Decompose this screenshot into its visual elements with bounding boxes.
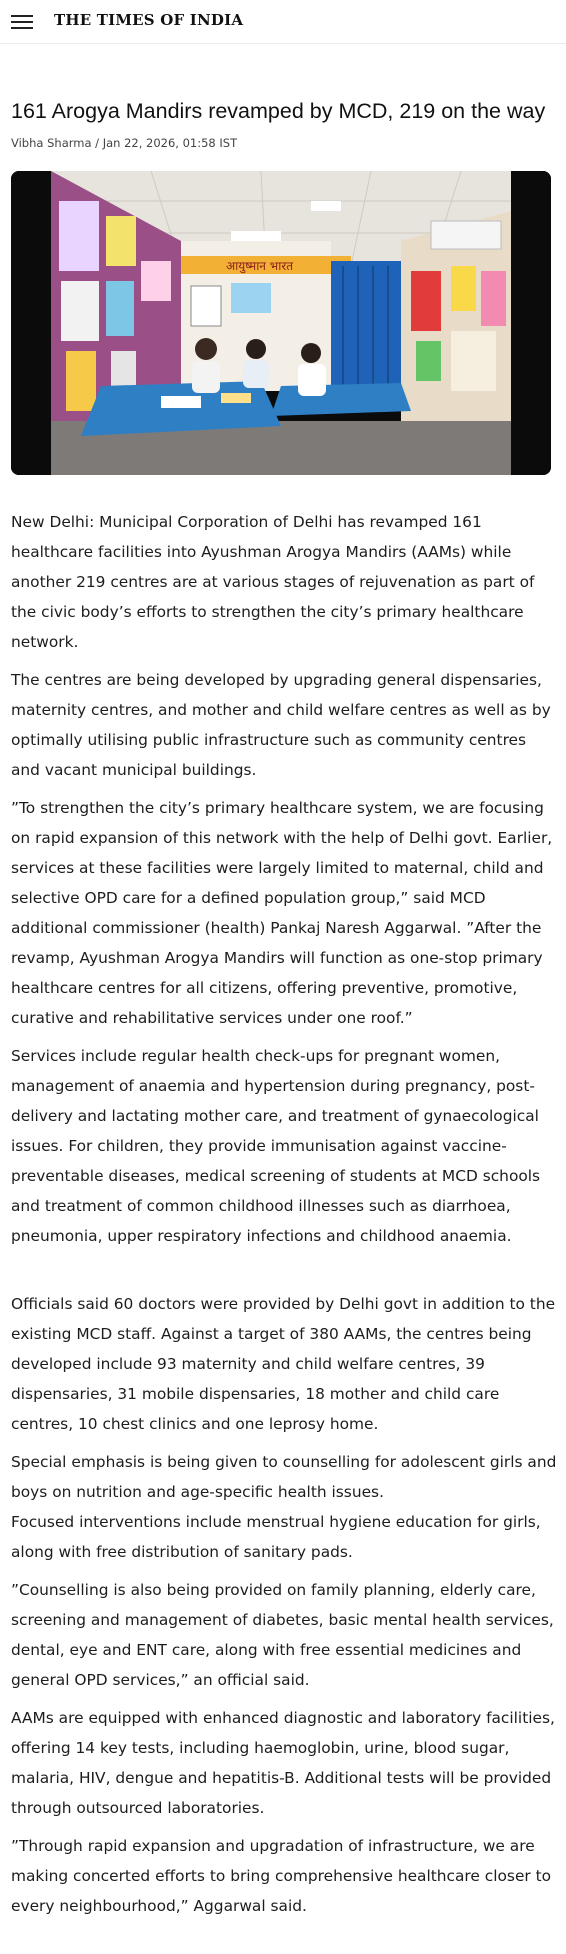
article-hero-image — [11, 171, 551, 475]
clinic-sign-text: आयुष्मान भारत — [226, 259, 294, 273]
article-paragraph: ”Counselling is also being provided on family planning, elderly care, screening and management of diabetes, basic mental health services, dental, eye and ENT care, along with free essential medicines and general OPD services,” an official said. — [11, 1581, 554, 1689]
article-paragraph: The centres are being developed by upgrading general dispensaries, maternity centres, and mother and child welfare centres as well as by optimally utilising public infrastructure such as community centres and vacant municipal buildings. — [11, 671, 551, 779]
article-body — [11, 507, 557, 1921]
article-paragraph: Focused interventions include menstrual hygiene education for girls, along with free distribution of sanitary pads. — [11, 1513, 541, 1561]
article-paragraph: Officials said 60 doctors were provided by Delhi govt in addition to the existing MCD staff. Against a target of 380 AAMs, the centres being developed include 93 maternity and child welfare centres, 39 dispensaries, 31 mobile dispensaries, 18 mother and child care centres, 10 chest clinics and one leprosy home. — [11, 1295, 556, 1433]
article-paragraph: New Delhi: Municipal Corporation of Delhi has revamped 161 healthcare facilities into Ayushman Arogya Mandirs (AAMs) while another 219 centres are at various stages of rejuvenation as part of the civic body’s efforts to strengthen the city’s primary healthcare network. — [11, 513, 535, 651]
top-navigation-bar — [0, 0, 566, 44]
article-headline: 161 Arogya Mandirs revamped by MCD, 219 on the way — [11, 99, 546, 123]
hamburger-menu-icon[interactable] — [11, 15, 33, 29]
site-logo[interactable]: THE TIMES OF INDIA — [54, 11, 244, 29]
article-byline: Vibha Sharma / Jan 22, 2026, 01:58 IST — [11, 136, 238, 150]
article-paragraph: ”Through rapid expansion and upgradation of infrastructure, we are making concerted efforts to bring comprehensive healthcare closer to every neighbourhood,” Aggarwal said. — [11, 1837, 552, 1915]
article-paragraph: Services include regular health check-ups for pregnant women, management of anaemia and hypertension during pregnancy, post-delivery and lactating mother care, and treatment of gynaecological issues. For children, they provide immunisation against vaccine-preventable diseases, medical screening of students at MCD schools and treatment of common childhood illnesses such as diarrhoea, pneumonia, upper respiratory infections and childhood anaemia. — [11, 1047, 541, 1245]
article-paragraph: Special emphasis is being given to counselling for adolescent girls and boys on nutrition and age-specific health issues. — [11, 1453, 557, 1501]
article-paragraph: AAMs are equipped with enhanced diagnostic and laboratory facilities, offering 14 key tests, including haemoglobin, urine, blood sugar, malaria, HIV, dengue and hepatitis-B. Additional tests will be provided through outsourced laboratories. — [11, 1709, 555, 1817]
clinic-photo — [11, 171, 551, 475]
article-paragraph: ”To strengthen the city’s primary healthcare system, we are focusing on rapid expansion of this network with the help of Delhi govt. Earlier, services at these facilities were largely limited to maternal, child and selective OPD care for a defined population group,” said MCD additional commissioner (health) Pankaj Naresh Aggarwal. ”After the revamp, Ayushman Arogya Mandirs will function as one-stop primary healthcare centres for all citizens, offering preventive, promotive, curative and rehabilitative services under one roof.” — [11, 799, 553, 1027]
